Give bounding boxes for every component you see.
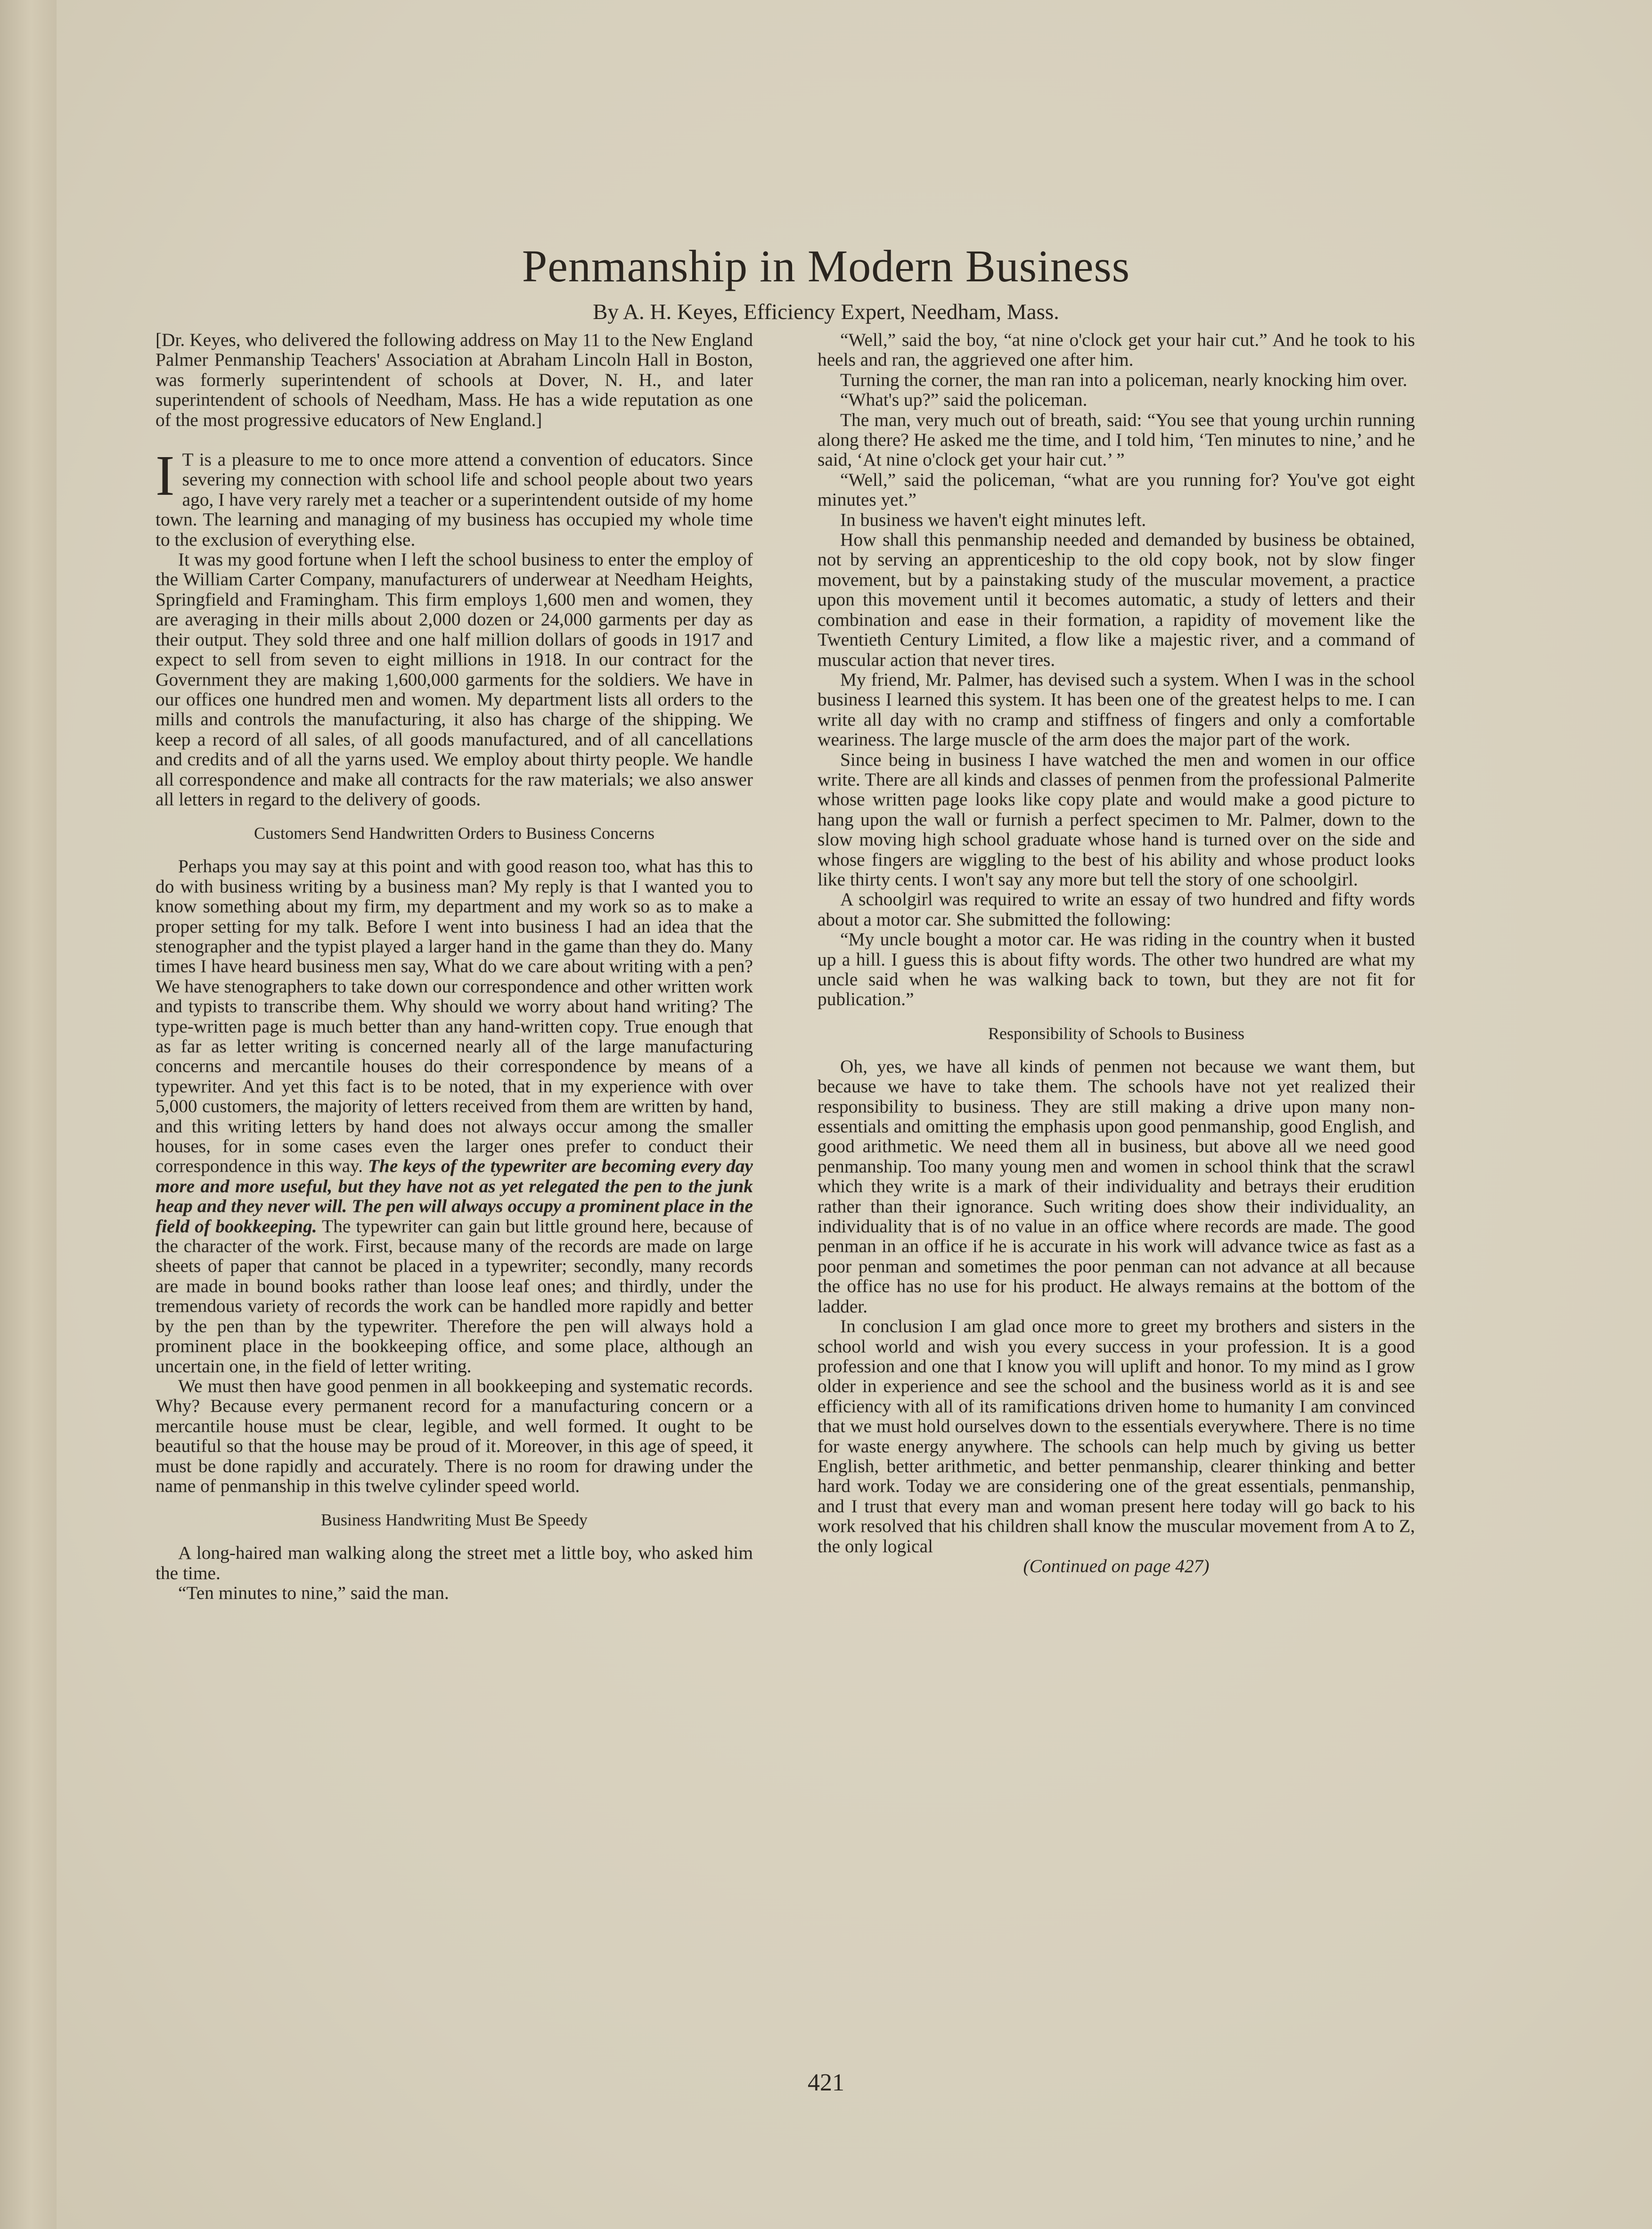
paragraph-schoolgirl: A schoolgirl was required to write an essay of two hundred and fifty words about a motor car. She submitted the following: bbox=[818, 889, 1415, 930]
paragraph-how: How shall this penmanship needed and demanded by business be obtained, not by serving an apprenticeship to the old copy book, not by slow finger movement, but by a painstaking study of the muscular movement, a practice upon this movement until it becomes automatic, a study of letters and their combination and ease in their formation, a rapidity of movement like the Twentieth Century Limited, a flow like a majestic river, and a command of muscular action that never tires. bbox=[818, 529, 1415, 670]
lead-text: T is a pleasure to me to once more attend a convention of educators. Since severing my connection with school life and school people about two years ago, I have very rarely met a teacher or a superintendent outside of my home town. The learning and managing of my business has occupied my whole time to the exclusion of everything else. bbox=[155, 449, 753, 550]
subheading-speedy: Business Handwriting Must Be Speedy bbox=[321, 1510, 588, 1530]
binding-edge bbox=[0, 0, 58, 2229]
paragraph-turning: Turning the corner, the man ran into a policeman, nearly knocking him over. bbox=[840, 369, 1407, 390]
article-byline: By A. H. Keyes, Efficiency Expert, Needham, Mass. bbox=[593, 300, 1059, 324]
emphasis-keys-of-typewriter: The keys of the typewriter are becoming every day more and more useful, but they have not as yet relegated the pen to the junk heap and they never will. The pen will always occupy a prominent place in the field of bookkeeping. bbox=[155, 1155, 753, 1237]
paragraph-policeman: “Well,” said the policeman, “what are you running for? You've got eight minutes yet.” bbox=[818, 469, 1415, 510]
paragraph-in-business: In business we haven't eight minutes left. bbox=[840, 509, 1146, 530]
paragraph-man-breath: The man, very much out of breath, said: “You see that young urchin running along there? He asked me the time, and I told him, ‘Ten minutes to nine,’ and he said, ‘At nine o'clock get your hair cut.’ ” bbox=[818, 409, 1415, 470]
paragraph-since: Since being in business I have watched the men and women in our office write. There are all kinds and classes of penmen from the professional Palmerite whose written page looks like copy plate and would make a good picture to hang upon the wall or furnish a perfect specimen to Mr. Palmer, down to the slow moving high school graduate whose hand is turned over on the side and whose fingers are wiggling to the best of his ability and whose product looks like thirty cents. I won't say any more but tell the story of one schoolgirl. bbox=[818, 749, 1415, 890]
left-column bbox=[155, 330, 753, 1603]
paragraph-must: We must then have good penmen in all bookkeeping and systematic records. Why? Because every permanent record for a manufacturing concern or a mercantile house must be clear, legible, and well formed. It ought to be beautiful so that the house may be proud of it. Moreover, in this age of speed, it must be done rapidly and accurately. There is no room for drawing under the name of penmanship in this twelve cylinder speed world. bbox=[155, 1375, 753, 1496]
paragraph-friend: My friend, Mr. Palmer, has devised such a system. When I was in the school business I learned this system. It has been one of the greatest helps to me. I can write all day with no cramp and stiffness of fingers and only a comfortable weariness. The large muscle of the arm does the major part of the work. bbox=[818, 669, 1415, 750]
paragraph-perhaps-part1: Perhaps you may say at this point and with good reason too, what has this to do with business writing by a business man? My reply is that I wanted you to know something about my firm, my department and my work so as to make a proper setting for my talk. Before I went into business I had an idea that the stenographer and the typist played a larger hand in the game than they do. Many times I have heard business men say, What do we care about writing with a pen? We have stenographers to take down our correspondence and other written work and typists to transcribe them. Why should we worry about hand writing? The type-written page is much better than any hand-written copy. True enough that as far as letter writing is concerned nearly all of the large manufacturing concerns and mercantile houses do their correspondence by means of a typewriter. And yet this fact is to be noted, that in my experience with over 5,000 customers, the majority of letters received from them are written by hand, and this writing letters by hand does not always occur among the smaller houses, for in some cases even the larger ones prefer to conduct their correspondence in this way. bbox=[155, 856, 753, 1177]
paragraph-uncle: “My uncle bought a motor car. He was riding in the country when it busted up a hill. I guess this is about fifty words. The other two hundred are what my uncle said when he was walking back to town, but they are not fit for publication.” bbox=[818, 929, 1415, 1010]
right-column bbox=[818, 330, 1415, 1576]
paragraph-perhaps bbox=[155, 856, 753, 1376]
article-title: Penmanship in Modern Business bbox=[522, 241, 1130, 291]
subheading-customers: Customers Send Handwritten Orders to Business Concerns bbox=[254, 824, 654, 843]
editor-note: [Dr. Keyes, who delivered the following address on May 11 to the New England Palmer Penmanship Teachers' Association at Abraham Lincoln Hall in Boston, was formerly superintendent of schools at Dover, N. H., and later superintendent of schools of Needham, Mass. He has a wide reputation as one of the most progressive educators of New England.] bbox=[155, 329, 753, 430]
page-number: 421 bbox=[808, 2069, 844, 2096]
continued-note: (Continued on page 427) bbox=[1023, 1555, 1210, 1576]
paragraph-conclusion: In conclusion I am glad once more to greet my brothers and sisters in the school world and wish you every success in your profession. It is a good profession and one that I know you will uplift and honor. To my mind as I grow older in experience and see the school and the business world as it is and see efficiency with all of its ramifications driven home to humanity I am convinced that we must hold ourselves down to the essentials everywhere. There is no time for waste energy anywhere. The schools can help much by giving us better English, better arithmetic, and better penmanship, clearer thinking and better hard work. Today we are considering one of the great essentials, penmanship, and I trust that every man and woman present here today will go back to his work resolved that his children shall know the muscular movement from A to Z, the only logical bbox=[818, 1316, 1415, 1557]
paragraph-well: “Well,” said the boy, “at nine o'clock get your hair cut.” And he took to his heels and ran, the aggrieved one after him. bbox=[818, 329, 1415, 370]
paragraph-longhaired: A long-haired man walking along the street met a little boy, who asked him the time. bbox=[155, 1542, 753, 1583]
drop-cap: I bbox=[155, 444, 175, 508]
paragraph-ten-minutes: “Ten minutes to nine,” said the man. bbox=[178, 1582, 449, 1604]
subheading-responsibility: Responsibility of Schools to Business bbox=[988, 1024, 1245, 1043]
paragraph-perhaps-part2: The typewriter can gain but little ground here, because of the character of the work. First, because many of the records are made on large sheets of paper that cannot be placed in a typewriter; secondly, many records are made in bound books rather than loose leaf ones; and thirdly, under the tremendous variety of records the work can be handled more rapidly and better by the pen than by the typewriter. Therefore the pen will always hold a prominent place in the bookkeeping office, and some place, although an uncertain one, in the field of letter writing. bbox=[155, 1215, 753, 1377]
lead-paragraph bbox=[155, 444, 753, 550]
paragraph-whats-up: “What's up?” said the policeman. bbox=[840, 389, 1088, 410]
paragraph-fortune: It was my good fortune when I left the school business to enter the employ of the William Carter Company, manufacturers of underwear at Needham Heights, Springfield and Framingham. This firm employs 1,600 men and women, they are averaging in their mills about 2,000 dozen or 24,000 garments per day as their output. They sold three and one half million dollars of goods in 1917 and expect to sell from seven to eight millions in 1918. In our contract for the Government they are making 1,600,000 garments for the soldiers. We have in our offices one hundred men and women. My department lists all orders to the mills and controls the manufacturing, it also has charge of the shipping. We keep a record of all sales, of all goods manufactured, and of all cancellations and credits and of all the yarns used. We employ about thirty people. We handle all correspondence and make all contracts for the raw materials; we also answer all letters in regard to the delivery of goods. bbox=[155, 549, 753, 810]
paragraph-oh-yes: Oh, yes, we have all kinds of penmen not because we want them, but because we have to take them. The schools have not yet realized their responsibility to business. They are still making a drive upon many non-essentials and omitting the emphasis upon good penmanship, good English, and good arithmetic. We need them all in business, but above all we need good penmanship. Too many young men and women in school think that the scrawl which they write is a mark of their individuality and betrays their erudition rather than their ignorance. Such writing does show their individuality, an individuality that is of no value in an office where records are made. The good penman in an office if he is accurate in his work will advance twice as fast as a poor penman and sometimes the poor penman can not advance at all because the office has no use for his product. He always remains at the bottom of the ladder. bbox=[818, 1056, 1415, 1317]
